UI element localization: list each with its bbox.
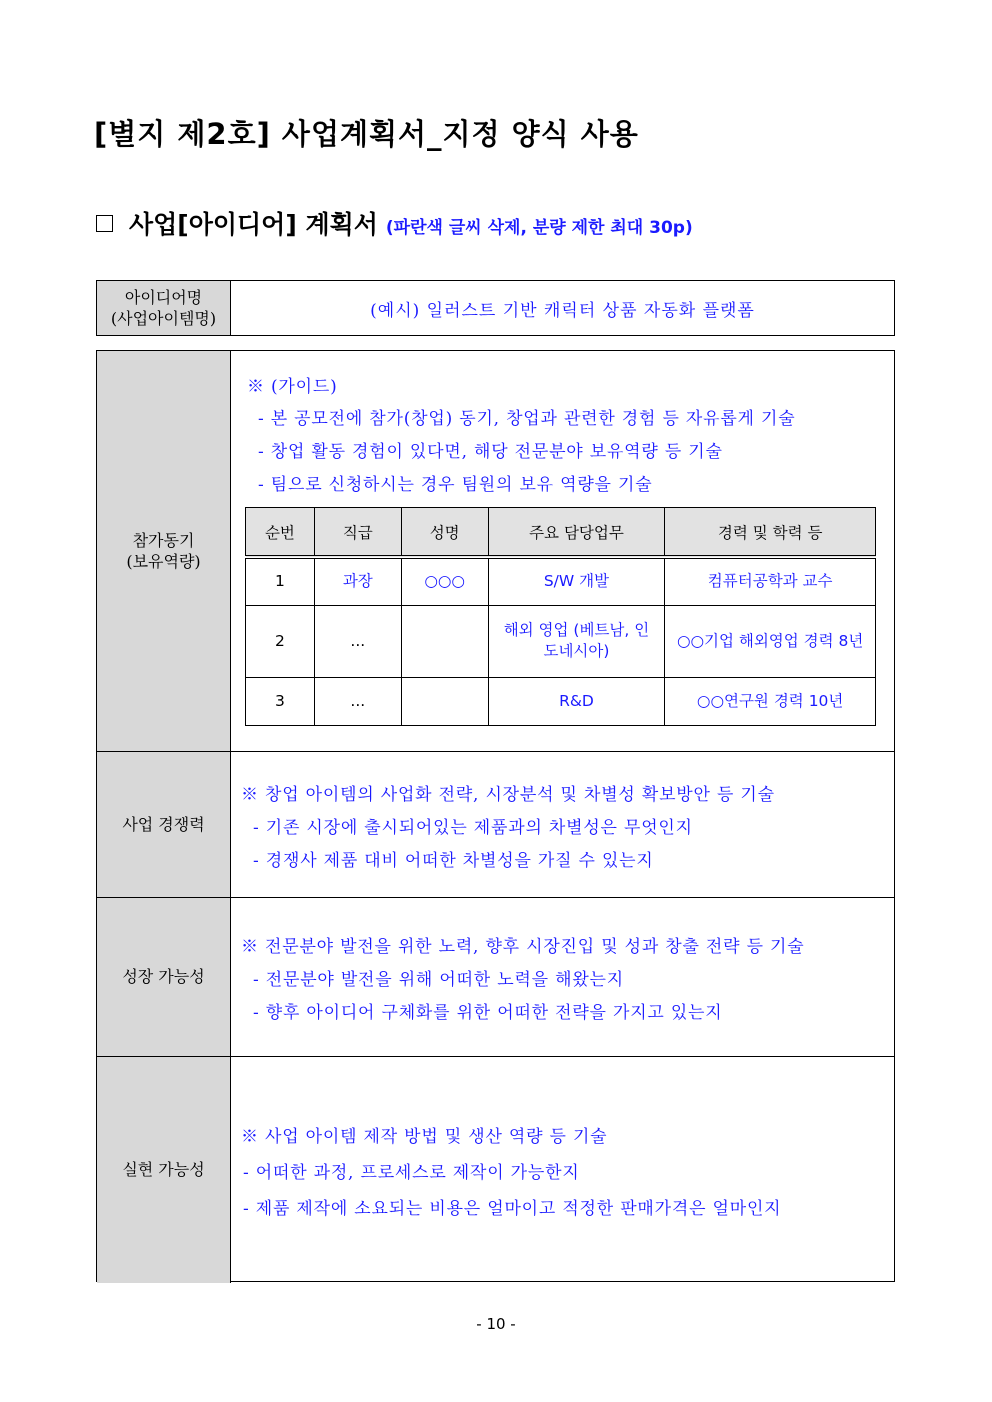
cell-name[interactable] — [401, 677, 488, 725]
cell-no: 3 — [246, 677, 315, 725]
cell-duty[interactable]: R&D — [488, 677, 665, 725]
team-member-table — [245, 507, 876, 726]
table-row — [246, 605, 876, 677]
header-duty: 주요 담당업무 — [488, 508, 665, 558]
cell-no: 2 — [246, 605, 315, 677]
competitiveness-line: - 경쟁사 제품 대비 어떠한 차별성을 가질 수 있는지 — [253, 851, 654, 871]
section-heading-text: 사업[아이디어] 계획서 — [129, 210, 378, 239]
checkbox-square-icon — [96, 215, 113, 232]
growth-content[interactable] — [231, 897, 894, 1056]
header-no: 순번 — [246, 508, 315, 558]
header-position: 직급 — [314, 508, 401, 558]
idea-name-table — [96, 280, 895, 336]
cell-position[interactable]: 과장 — [314, 557, 401, 605]
growth-line: - 전문분야 발전을 위해 어떠한 노력을 해왔는지 — [253, 970, 624, 990]
competitiveness-label-text: 사업 경쟁력 — [122, 814, 205, 834]
cell-career[interactable]: ○○기업 해외영업 경력 8년 — [665, 605, 876, 677]
header-career: 경력 및 학력 등 — [665, 508, 876, 558]
feasibility-label — [97, 1056, 231, 1283]
competitiveness-content[interactable] — [231, 751, 894, 897]
cell-position[interactable]: ... — [314, 605, 401, 677]
header-name: 성명 — [401, 508, 488, 558]
feasibility-guide: ※ 사업 아이템 제작 방법 및 생산 역량 등 기술 — [241, 1127, 608, 1147]
page-number: - 10 - — [476, 1315, 516, 1333]
guide-line: - 창업 활동 경험이 있다면, 해당 전문분야 보유역량 등 기술 — [258, 442, 723, 462]
cell-duty[interactable]: 해외 영업 (베트남, 인도네시아) — [488, 605, 665, 677]
competitiveness-label — [97, 751, 231, 897]
business-plan-table — [96, 350, 895, 1282]
growth-label — [97, 897, 231, 1056]
growth-line: - 향후 아이디어 구체화를 위한 어떠한 전략을 가지고 있는지 — [253, 1003, 723, 1023]
cell-no: 1 — [246, 557, 315, 605]
cell-career[interactable]: ○○연구원 경력 10년 — [665, 677, 876, 725]
cell-position[interactable]: ... — [314, 677, 401, 725]
feasibility-content[interactable] — [231, 1056, 894, 1283]
section-heading — [96, 205, 693, 241]
member-table-header — [246, 508, 876, 558]
cell-career[interactable]: 컴퓨터공학과 교수 — [665, 557, 876, 605]
competitiveness-line: - 기존 시장에 출시되어있는 제품과의 차별성은 무엇인지 — [253, 818, 693, 838]
feasibility-label-text: 실현 가능성 — [122, 1160, 205, 1179]
feasibility-line: - 어떠한 과정, 프로세스로 제작이 가능한지 — [243, 1163, 580, 1183]
motivation-label — [97, 351, 231, 751]
guide-line: - 본 공모전에 참가(창업) 동기, 창업과 관련한 경험 등 자유롭게 기술 — [258, 409, 796, 429]
growth-guide: ※ 전문분야 발전을 위한 노력, 향후 시장진입 및 성과 창출 전략 등 기술 — [241, 937, 805, 957]
competitiveness-guide: ※ 창업 아이템의 사업화 전략, 시장분석 및 차별성 확보방안 등 기술 — [241, 785, 775, 805]
document-title: [별지 제2호] 사업계획서_지정 양식 사용 — [94, 117, 639, 151]
cell-name[interactable] — [401, 605, 488, 677]
motivation-label-line2: (보유역량) — [126, 552, 201, 571]
section-heading-note: (파란색 글씨 삭제, 분량 제한 최대 30p) — [385, 217, 693, 238]
guide-line: - 팀으로 신청하시는 경우 팀원의 보유 역량을 기술 — [258, 475, 653, 495]
growth-label-text: 성장 가능성 — [122, 967, 205, 986]
cell-name[interactable]: ○○○ — [401, 557, 488, 605]
idea-name-label — [97, 281, 231, 335]
cell-duty[interactable]: S/W 개발 — [488, 557, 665, 605]
idea-label-line1: 아이디어명 — [124, 288, 203, 307]
feasibility-line: - 제품 제작에 소요되는 비용은 얼마이고 적정한 판매가격은 얼마인지 — [243, 1199, 782, 1219]
idea-label-line2: (사업아이템명) — [110, 309, 217, 328]
idea-name-value[interactable]: (예시) 일러스트 기반 캐릭터 상품 자동화 플랫폼 — [370, 300, 755, 321]
motivation-label-line1: 참가동기 — [132, 531, 195, 550]
table-row — [246, 677, 876, 725]
table-row — [246, 557, 876, 605]
guide-title: ※ (가이드) — [247, 377, 338, 397]
